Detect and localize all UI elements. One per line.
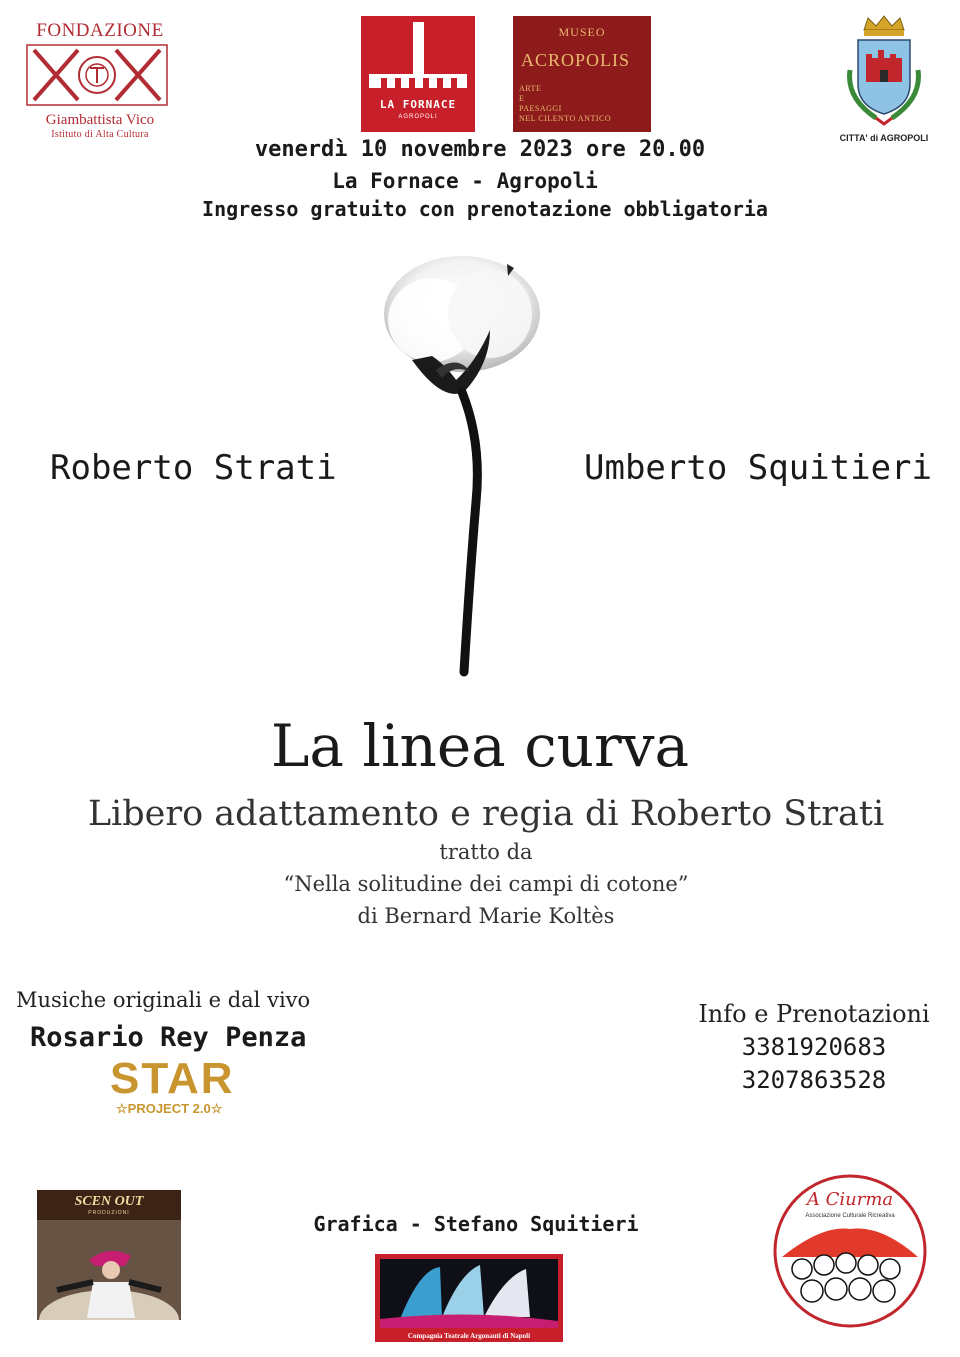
scenout-logo [37,1190,181,1320]
ciurma-sub: Associazione Culturale Ricreativa [805,1213,895,1219]
music-name: Rosario Rey Penza [30,1022,307,1053]
cotton-flower-icon [372,252,552,682]
info-label: Info e Prenotazioni [698,1000,930,1028]
fondazione-line1: FONDAZIONE [36,20,164,41]
museo-label: MUSEO [558,25,606,39]
star-sub: ☆PROJECT 2.0☆ [116,1101,223,1116]
scenout-name: SCEN OUT [74,1194,144,1209]
fornace-logo [361,16,475,132]
show-title: La linea curva [270,712,690,780]
museo-acropolis-logo [513,16,651,132]
show-subtitle: Libero adattamento e regia di Roberto Strati [87,794,885,834]
coat-of-arms-icon [836,14,932,132]
fondazione-line3: Istituto di Alta Cultura [51,129,149,140]
actor-right-name: Umberto Squitieri [584,448,932,488]
event-place: La Fornace - Agropoli [332,169,598,193]
event-entry: Ingresso gratuito con prenotazione obbligatoria [202,197,768,221]
show-author: di Bernard Marie Koltès [357,904,615,928]
show-source: “Nella solitudine dei campi di cotone” [283,872,689,896]
museo-sub: ARTE E PAESAGGI NEL CILENTO ANTICO [519,84,612,123]
fornace-sub: AGROPOLI [398,114,438,120]
fondazione-logo [26,20,174,138]
grafica-credit: Grafica - Stefano Squitieri [313,1212,639,1236]
argonauti-caption: Compagnia Teatrale Argonauti di Napoli [407,1332,531,1340]
museo-name: ACROPOLIS [521,50,631,70]
citta-agropoli-logo [836,14,932,144]
event-date: venerdì 10 novembre 2023 ore 20.00 [254,137,706,162]
kiln-icon [361,16,475,96]
actor-left-name: Roberto Strati [50,448,337,488]
show-tratto: tratto da [439,840,533,864]
argonauti-logo [375,1254,563,1342]
info-phone-2: 3207863528 [741,1066,887,1094]
citta-caption: CITTA' di AGROPOLI [839,133,929,143]
a-ciurma-logo [772,1173,928,1329]
sailing-ships-icon [380,1259,558,1328]
music-label: Musiche originali e dal vivo [16,988,311,1012]
fornace-name: LA FORNACE [379,98,457,111]
scenout-sub: PRODUZIONI [88,1210,130,1216]
fondazione-line2: Giambattista Vico [45,112,155,128]
star-name: STAR [110,1054,235,1103]
info-phone-1: 3381920683 [741,1033,887,1061]
star-project-logo [110,1054,242,1123]
fondazione-emblem-icon [26,44,168,106]
ciurma-name: A Ciurma [806,1189,894,1210]
